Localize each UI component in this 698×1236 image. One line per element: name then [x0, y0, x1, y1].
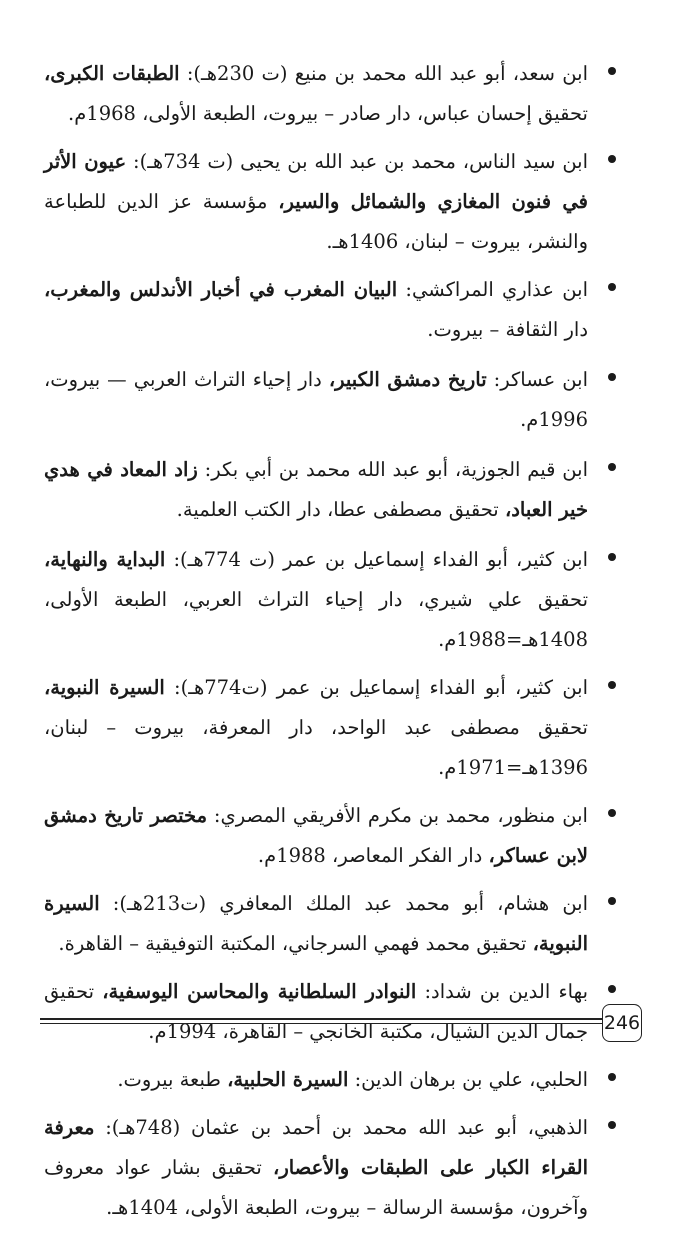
reference-author: ابن هشام، أبو محمد عبد الملك المعافري (ت213هـ): — [99, 892, 589, 915]
reference-author: ابن عذاري المراكشي: — [397, 278, 588, 301]
footer-rule — [40, 1018, 602, 1024]
reference-title: النوادر السلطانية والمحاسن اليوسفية، — [102, 980, 417, 1003]
reference-title: السيرة النبوية، — [44, 892, 588, 955]
reference-publication: دار إحياء التراث العربي — بيروت، 1996م. — [44, 368, 588, 431]
reference-title: تاريخ دمشق الكبير، — [328, 368, 487, 391]
reference-publication: تحقيق مصطفى عطا، دار الكتب العلمية. — [176, 498, 505, 521]
reference-entry — [44, 668, 616, 788]
bullet-icon — [608, 1073, 616, 1081]
reference-title: البداية والنهاية، — [44, 548, 166, 571]
reference-publication: تحقيق إحسان عباس، دار صادر – بيروت، الطبعة الأولى، 1968م. — [68, 102, 588, 125]
reference-title: السيرة النبوية، — [44, 676, 165, 699]
reference-entry — [44, 1060, 616, 1100]
reference-title: السيرة الحلبية، — [227, 1068, 349, 1091]
reference-title: زاد المعاد في هدي خير العباد، — [44, 458, 588, 521]
reference-publication: تحقيق مصطفى عبد الواحد، دار المعرفة، بيروت – لبنان، 1396هـ=1971م. — [44, 716, 588, 779]
reference-entry — [44, 1108, 616, 1228]
bibliography-list — [44, 54, 616, 1236]
reference-title: مختصر تاريخ دمشق لابن عساكر، — [44, 804, 588, 867]
reference-author: ابن سيد الناس، محمد بن عبد الله بن يحيى (ت 734هـ): — [126, 150, 589, 173]
reference-entry — [44, 54, 616, 134]
reference-author: الحلبي، علي بن برهان الدين: — [348, 1068, 588, 1091]
bullet-icon — [608, 553, 616, 561]
bullet-icon — [608, 463, 616, 471]
reference-author: ابن كثير، أبو الفداء إسماعيل بن عمر (ت 774هـ): — [165, 548, 588, 571]
bullet-icon — [608, 681, 616, 689]
reference-author: ابن قيم الجوزية، أبو عبد الله محمد بن أبي بكر: — [197, 458, 588, 481]
page-number: 246 — [602, 1004, 642, 1042]
reference-author: ابن كثير، أبو الفداء إسماعيل بن عمر (ت774هـ): — [164, 676, 589, 699]
reference-publication: تحقيق علي شيري، دار إحياء التراث العربي، الطبعة الأولى، 1408هـ=1988م. — [44, 588, 588, 651]
reference-author: ابن سعد، أبو عبد الله محمد بن منيع (ت 230هـ): — [179, 62, 588, 85]
reference-entry — [44, 142, 616, 262]
reference-publication: دار الفكر المعاصر، 1988م. — [257, 844, 489, 867]
reference-entry — [44, 796, 616, 876]
reference-publication: مؤسسة عز الدين للطباعة والنشر، بيروت – لبنان، 1406هـ. — [44, 190, 588, 253]
reference-entry — [44, 450, 616, 530]
reference-author: بهاء الدين بن شداد: — [416, 980, 588, 1003]
bullet-icon — [608, 373, 616, 381]
reference-author: ابن عساكر: — [486, 368, 588, 391]
reference-entry — [44, 972, 616, 1052]
bullet-icon — [608, 809, 616, 817]
bullet-icon — [608, 897, 616, 905]
reference-title: الطبقات الكبرى، — [44, 62, 180, 85]
reference-entry — [44, 270, 616, 350]
reference-title: عيون الأثر في فنون المغازي والشمائل والسير، — [44, 150, 589, 213]
bullet-icon — [608, 985, 616, 993]
reference-title: البيان المغرب في أخبار الأندلس والمغرب، — [44, 278, 398, 301]
reference-publication: دار الثقافة – بيروت. — [427, 318, 588, 341]
reference-entry — [44, 884, 616, 964]
bullet-icon — [608, 67, 616, 75]
bullet-icon — [608, 155, 616, 163]
reference-publication: تحقيق محمد فهمي السرجاني، المكتبة التوفيقية – القاهرة. — [58, 932, 533, 955]
bullet-icon — [608, 283, 616, 291]
bullet-icon — [608, 1121, 616, 1129]
reference-publication: تحقيق بشار عواد معروف وآخرون، مؤسسة الرسالة – بيروت، الطبعة الأولى، 1404هـ. — [44, 1156, 588, 1219]
reference-author: الذهبي، أبو عبد الله محمد بن أحمد بن عثمان (748هـ): — [94, 1116, 588, 1139]
reference-entry — [44, 360, 616, 440]
reference-title: معرفة القراء الكبار على الطبقات والأعصار، — [44, 1116, 588, 1179]
reference-entry — [44, 540, 616, 660]
reference-author: ابن منظور، محمد بن مكرم الأفريقي المصري: — [207, 804, 588, 827]
reference-publication: طبعة بيروت. — [117, 1068, 228, 1091]
reference-publication: تحقيق جمال الدين الشيال، مكتبة الخانجي – القاهرة، 1994م. — [44, 980, 588, 1043]
